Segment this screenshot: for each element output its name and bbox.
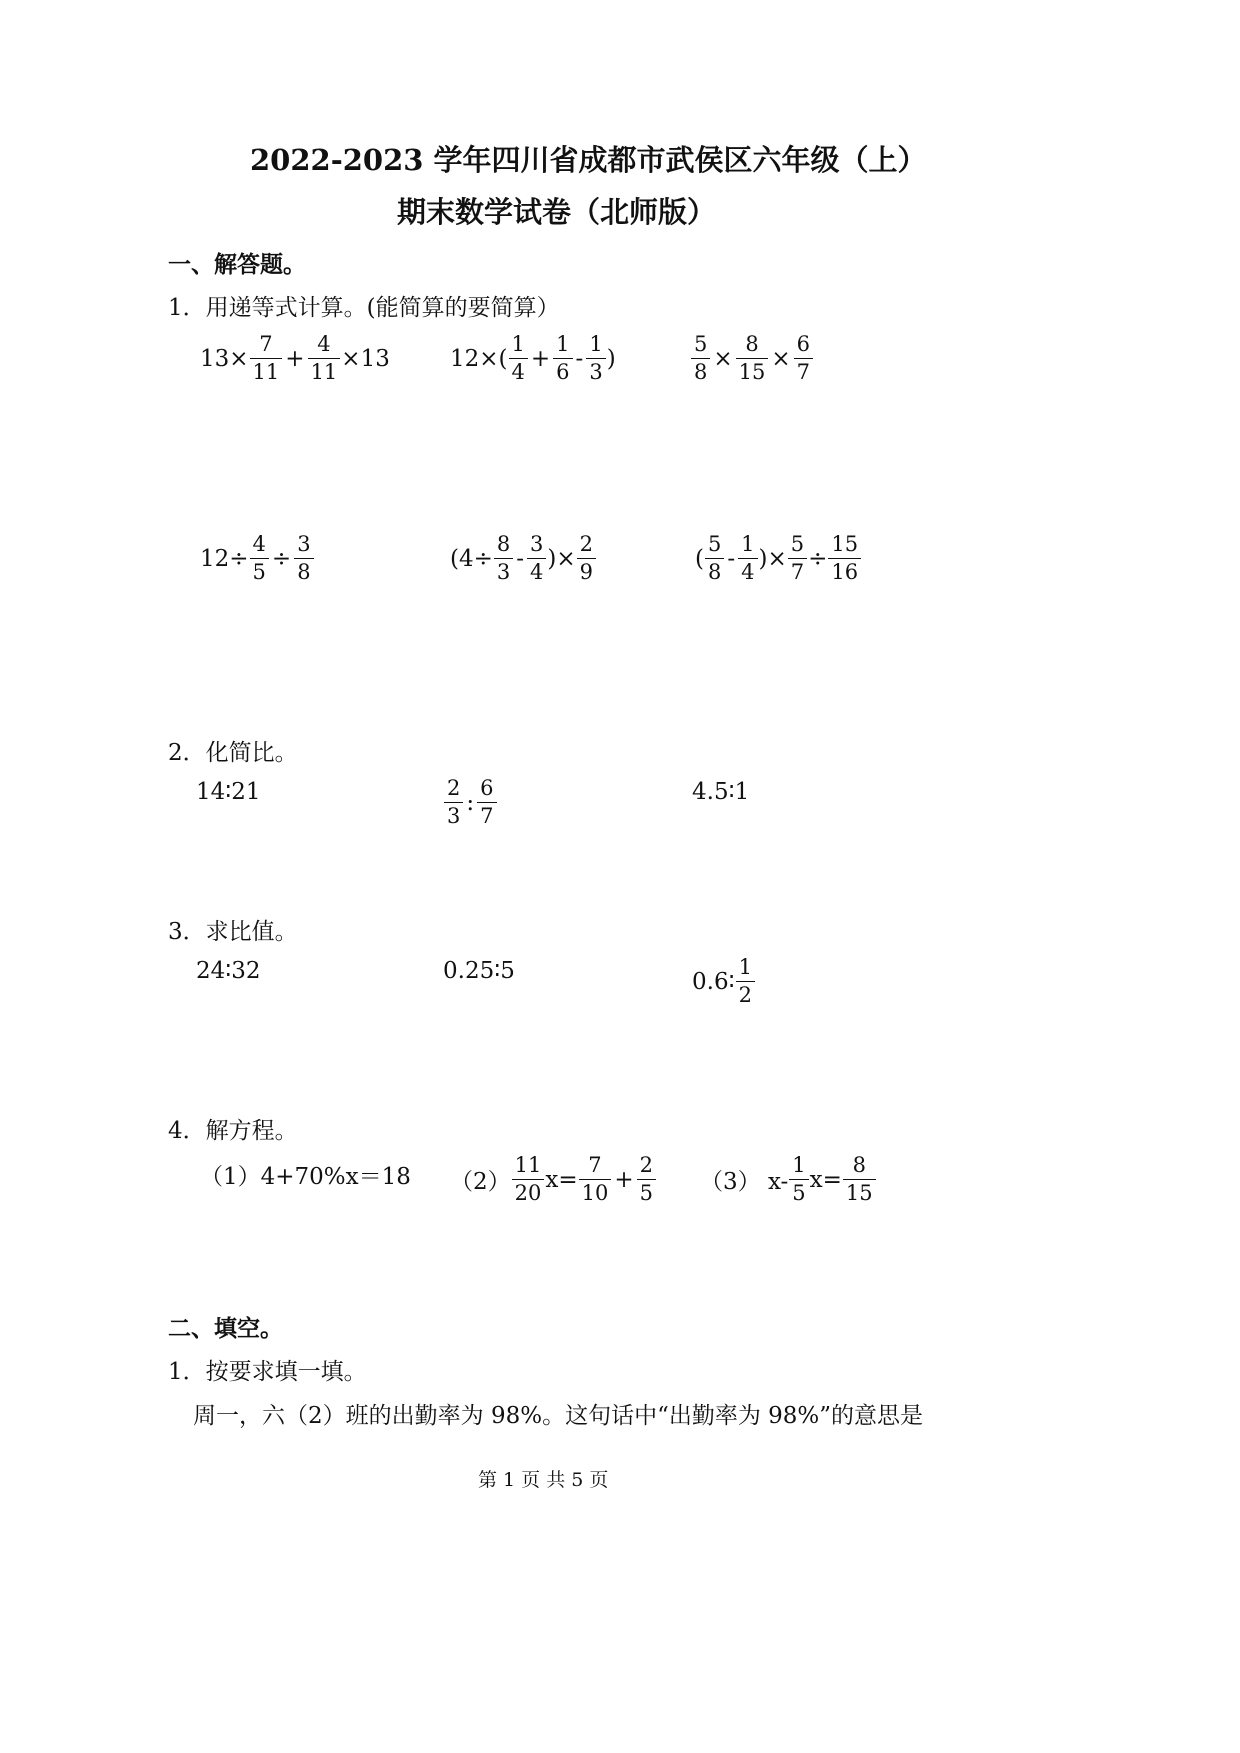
expr-text: 13× — [200, 345, 249, 372]
q4-label: 4．解方程。 — [168, 1118, 298, 1144]
q4-expr-3 — [700, 1155, 877, 1204]
expr-text: （3） x- — [700, 1169, 789, 1195]
fraction: $\frac{5}{8}$ — [691, 334, 710, 383]
fraction: $\frac{6}{7}$ — [477, 778, 496, 827]
q1-expr-1 — [200, 334, 390, 383]
q3-expr-1: 24∶32 — [196, 958, 261, 984]
fraction: $\frac{8}{15}$ — [843, 1155, 876, 1204]
page-footer: 第 1 页 共 5 页 — [478, 1469, 609, 1491]
fraction: $\frac{5}{7}$ — [788, 534, 807, 583]
fraction: $\frac{3}{8}$ — [294, 534, 313, 583]
expr-text: x= — [809, 1166, 842, 1193]
q1-expr-3 — [690, 334, 814, 383]
fraction: $\frac{8}{3}$ — [494, 534, 513, 583]
q1-expr-5 — [450, 534, 597, 583]
fraction: $\frac{1}{3}$ — [586, 334, 605, 383]
operator: - — [516, 545, 525, 572]
expr-text: ( — [695, 545, 704, 572]
operator: × — [771, 345, 791, 372]
expr-text: ×13 — [341, 345, 390, 372]
q3-expr-2: 0.25∶5 — [443, 958, 515, 984]
operator: + — [285, 345, 305, 372]
page-title-line2: 期末数学试卷（北师版） — [397, 195, 717, 229]
q2-expr-3: 4.5∶1 — [692, 779, 750, 805]
expr-text: （2） — [450, 1169, 511, 1195]
q4-expr-2 — [450, 1155, 657, 1204]
expr-text: 12÷ — [200, 545, 249, 572]
operator: + — [614, 1166, 634, 1193]
q3-expr-3 — [692, 957, 756, 1006]
q4-expr-1: （1）4+70%x＝18 — [200, 1164, 411, 1190]
expr-text: 12×( — [450, 345, 508, 372]
fraction: $\frac{1}{2}$ — [736, 957, 755, 1006]
fraction: $\frac{2}{5}$ — [637, 1155, 656, 1204]
fraction: $\frac{7}{11}$ — [250, 334, 283, 383]
expr-text: ÷ — [808, 545, 828, 572]
fraction: $\frac{2}{9}$ — [577, 534, 596, 583]
fraction: $\frac{2}{3}$ — [444, 778, 463, 827]
operator: ÷ — [271, 545, 292, 572]
fraction: $\frac{1}{5}$ — [789, 1155, 808, 1204]
expr-text: )× — [758, 545, 787, 572]
expr-text: 0.6∶ — [692, 968, 735, 995]
fraction: $\frac{1}{6}$ — [553, 334, 572, 383]
expr-text: (4÷ — [450, 545, 493, 572]
operator: - — [727, 545, 736, 572]
q1-expr-2 — [450, 334, 616, 383]
expr-text: ) — [606, 345, 616, 372]
section1-heading: 一、解答题。 — [168, 251, 306, 278]
expr-text: x= — [545, 1166, 578, 1193]
fraction: $\frac{5}{8}$ — [705, 534, 724, 583]
section2-heading: 二、填空。 — [168, 1315, 283, 1342]
fraction: $\frac{7}{10}$ — [579, 1155, 612, 1204]
operator: + — [530, 345, 551, 372]
fraction: $\frac{11}{20}$ — [512, 1155, 545, 1204]
q3-label: 3．求比值。 — [168, 919, 298, 945]
q1-label: 1．用递等式计算。(能简算的要简算） — [168, 295, 560, 321]
operator: : — [466, 789, 475, 816]
q1-expr-4 — [200, 534, 315, 583]
q2-label: 2．化简比。 — [168, 740, 298, 766]
fraction: $\frac{1}{4}$ — [738, 534, 757, 583]
q1-expr-6 — [695, 534, 862, 583]
section2-q1-text: 周一，六（2）班的出勤率为 98%。这句话中“出勤率为 98%”的意思是 — [193, 1403, 924, 1429]
operator: - — [575, 345, 584, 372]
fraction: $\frac{4}{5}$ — [250, 534, 269, 583]
fraction: $\frac{8}{15}$ — [736, 334, 769, 383]
q2-expr-2 — [443, 778, 498, 827]
operator: × — [713, 345, 733, 372]
expr-text: )× — [547, 545, 576, 572]
fraction: $\frac{6}{7}$ — [794, 334, 813, 383]
q2-expr-1: 14∶21 — [196, 779, 261, 805]
fraction: $\frac{3}{4}$ — [527, 534, 546, 583]
page-title-line1: 2022-2023 学年四川省成都市武侯区六年级（上） — [250, 143, 927, 177]
fraction: $\frac{1}{4}$ — [509, 334, 528, 383]
fraction: $\frac{15}{16}$ — [828, 534, 861, 583]
fraction: $\frac{4}{11}$ — [308, 334, 341, 383]
section2-q1-label: 1．按要求填一填。 — [168, 1359, 367, 1385]
